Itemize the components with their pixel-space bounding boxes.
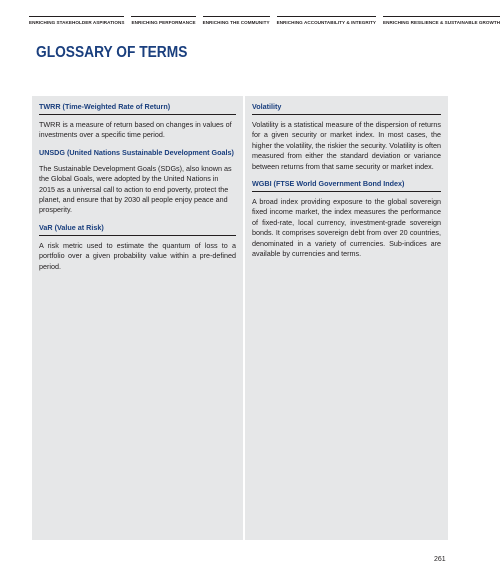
- definition-twrr: TWRR is a measure of return based on changes in values of investments over a specific time period.: [39, 120, 232, 140]
- nav-performance[interactable]: ENRICHING PERFORMANCE: [131, 16, 195, 25]
- page-title: GLOSSARY OF TERMS: [36, 44, 188, 61]
- nav-stakeholder-aspirations[interactable]: ENRICHING STAKEHOLDER ASPIRATIONS: [29, 16, 124, 25]
- term-var: VaR (Value at Risk): [39, 223, 236, 236]
- term-wgbi: WGBI (FTSE World Government Bond Index): [252, 179, 441, 192]
- page-number: 261: [434, 556, 446, 563]
- glossary-column-left: [32, 96, 243, 540]
- definition-unsdg: The Sustainable Development Goals (SDGs), also known as the Global Goals, were adopted by the United Nations in 2015 as a universal call to action to end poverty, protect the planet, and ensure that by 2030 all people enjoy peace and prosperity.: [39, 163, 232, 215]
- definition-var: A risk metric used to estimate the quantum of loss to a portfolio over a given probability value within a pre-defined period.: [39, 240, 236, 271]
- nav-community[interactable]: ENRICHING THE COMMUNITY: [203, 16, 270, 25]
- nav-resilience-growth[interactable]: ENRICHING RESILIENCE & SUSTAINABLE GROWTH: [383, 16, 500, 25]
- section-navigation: [29, 16, 500, 25]
- nav-accountability-integrity[interactable]: ENRICHING ACCOUNTABILITY & INTEGRITY: [277, 16, 376, 25]
- term-twrr: TWRR (Time-Weighted Rate of Return): [39, 102, 236, 115]
- definition-volatility: Volatility is a statistical measure of the dispersion of returns for a given security or market index. In most cases, the higher the volatility, the riskier the security. Volatility is often measured from either the standard deviation or variance between returns from that same security or market index.: [252, 120, 441, 171]
- term-volatility: Volatility: [252, 102, 441, 115]
- glossary-column-right: [245, 96, 448, 540]
- definition-wgbi: A broad index providing exposure to the global sovereign fixed income market, the index measures the performance of fixed-rate, local currency, investment-grade sovereign bonds. It comprises sovereign debt from over 20 countries, denominated in a variety of currencies. Sub-indices are available by currencies and terms.: [252, 197, 441, 259]
- term-unsdg: UNSDG (United Nations Sustainable Development Goals): [39, 147, 234, 157]
